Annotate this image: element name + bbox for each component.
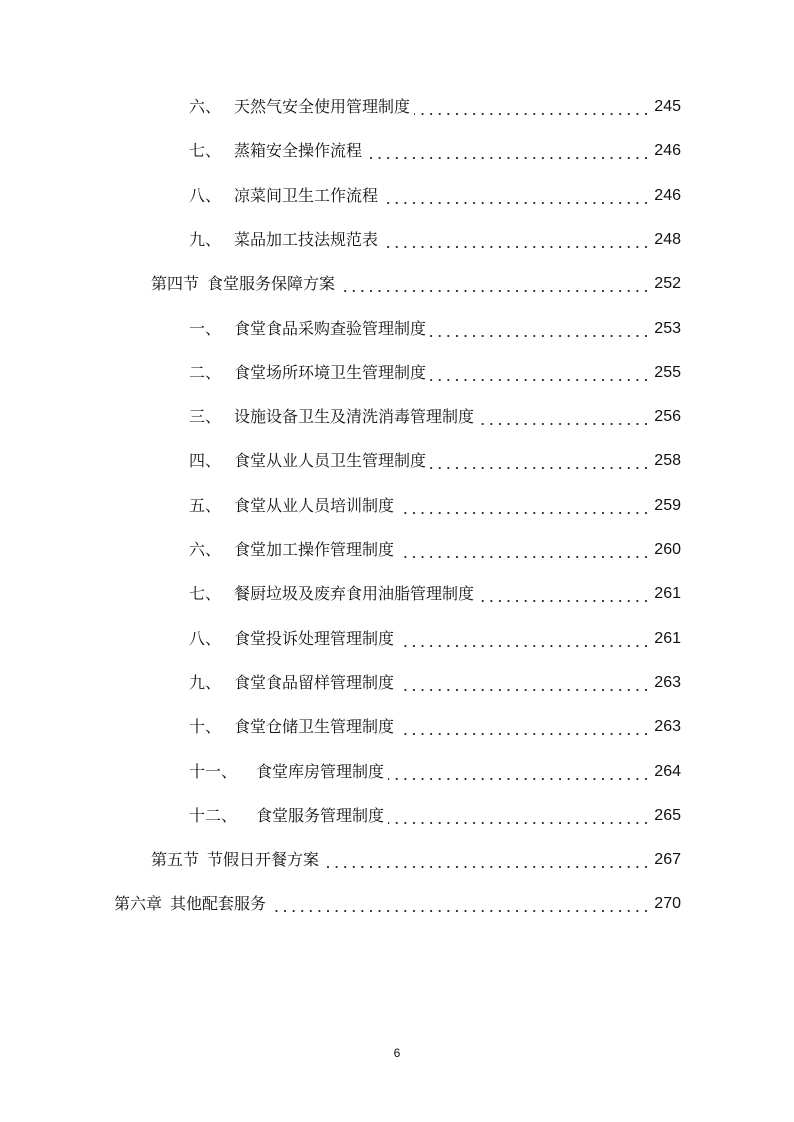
- toc-entry-number: 一、: [189, 318, 222, 338]
- toc-entry[interactable]: [189, 804, 681, 828]
- toc-entry-page: 264: [654, 762, 681, 780]
- toc-entry[interactable]: [189, 671, 681, 695]
- page-number: 6: [393, 1046, 401, 1060]
- dot-leader: [270, 892, 650, 916]
- dot-leader: [398, 538, 650, 562]
- toc-entry-title: 凉菜间卫生工作流程: [234, 185, 379, 205]
- toc-entry[interactable]: [189, 228, 681, 252]
- toc-entry[interactable]: [189, 494, 681, 518]
- toc-entry-page: 263: [654, 718, 681, 736]
- toc-entry[interactable]: [189, 715, 681, 739]
- toc-entry-title: 食堂从业人员培训制度: [234, 495, 395, 515]
- toc-entry-title: 食堂食品采购查验管理制度: [234, 318, 427, 338]
- toc-entry-number: 八、: [189, 628, 222, 648]
- toc-entry[interactable]: [189, 582, 681, 606]
- toc-entry-page: 267: [654, 851, 681, 869]
- toc-entry-number: 九、: [189, 672, 222, 692]
- dot-leader: [398, 715, 650, 739]
- toc-entry-number: 六、: [189, 97, 222, 116]
- dot-leader: [339, 272, 650, 296]
- toc-entry-title: 食堂场所环境卫生管理制度: [234, 362, 427, 382]
- toc-entry-number: 十一、: [189, 761, 238, 781]
- toc-entry-title: 食堂服务保障方案: [207, 274, 336, 294]
- toc-entry-number: 十、: [189, 717, 222, 737]
- toc-entry-page: 263: [654, 673, 681, 691]
- toc-entry-title: 餐厨垃圾及废弃食用油脂管理制度: [234, 584, 475, 604]
- toc-entry-title: 食堂库房管理制度: [256, 761, 385, 781]
- dot-leader: [398, 494, 650, 518]
- dot-leader: [388, 760, 650, 784]
- toc-entry[interactable]: [189, 95, 681, 119]
- dot-leader: [398, 627, 650, 651]
- toc-entry-number: 五、: [189, 495, 222, 515]
- toc-entry-number: 七、: [189, 584, 222, 604]
- toc-entry-page: 255: [654, 363, 681, 381]
- toc-entry-page: 258: [654, 452, 681, 470]
- toc-entry-title: 食堂服务管理制度: [256, 805, 385, 825]
- dot-leader: [430, 361, 650, 385]
- dot-leader: [430, 317, 650, 341]
- dot-leader: [398, 671, 650, 695]
- toc-entry-page: 265: [654, 806, 681, 824]
- toc-entry-page: 260: [654, 541, 681, 558]
- toc-entry-page: 261: [654, 629, 681, 647]
- dot-leader: [478, 582, 650, 606]
- toc-entry-number: 九、: [189, 229, 222, 249]
- toc-entry[interactable]: [189, 760, 681, 784]
- toc-entry-page: 259: [654, 496, 681, 514]
- dot-leader: [414, 95, 650, 119]
- toc-entry-title: 天然气安全使用管理制度: [234, 97, 411, 116]
- dot-leader: [388, 804, 650, 828]
- toc-entry-page: 256: [654, 408, 681, 426]
- toc-entry[interactable]: [189, 184, 681, 208]
- toc-entry-page: 248: [654, 230, 681, 248]
- dot-leader: [382, 184, 650, 208]
- dot-leader: [382, 228, 650, 252]
- toc-entry[interactable]: [189, 449, 681, 473]
- dot-leader: [366, 139, 650, 163]
- toc-entry[interactable]: [189, 317, 681, 341]
- toc-entry[interactable]: [189, 361, 681, 385]
- toc-entry-title: 食堂投诉处理管理制度: [234, 628, 395, 648]
- toc-entry-title: 食堂加工操作管理制度: [234, 540, 395, 559]
- toc-entry-page: 246: [654, 186, 681, 204]
- toc-entry[interactable]: [189, 538, 681, 562]
- toc-entry-title: 食堂仓储卫生管理制度: [234, 717, 395, 737]
- toc-entry-page: 252: [654, 275, 681, 293]
- dot-leader: [478, 405, 650, 429]
- toc-entry-number: 七、: [189, 141, 222, 161]
- toc-entry-title: 节假日开餐方案: [207, 850, 320, 870]
- toc-entry-number: 二、: [189, 362, 222, 382]
- toc-entry[interactable]: [189, 405, 681, 429]
- toc-entry-title: 菜品加工技法规范表: [234, 229, 379, 249]
- toc-entry[interactable]: [189, 627, 681, 651]
- toc-entry-page: 261: [654, 585, 681, 603]
- toc-entry-title: 食堂食品留样管理制度: [234, 672, 395, 692]
- toc-entry-page: 245: [654, 98, 681, 115]
- toc-entry-page: 253: [654, 319, 681, 337]
- toc-entry-number: 第四节: [151, 274, 200, 294]
- toc-entry-number: 第六章: [114, 894, 163, 914]
- toc-entry-number: 第五节: [151, 850, 200, 870]
- toc-entry-title: 食堂从业人员卫生管理制度: [234, 451, 427, 471]
- toc-entry-number: 六、: [189, 540, 222, 559]
- toc-entry-page: 246: [654, 142, 681, 160]
- toc-entry[interactable]: [151, 272, 681, 296]
- toc-entry[interactable]: [151, 848, 681, 872]
- toc-entry-number: 八、: [189, 185, 222, 205]
- dot-leader: [323, 848, 650, 872]
- toc-entry[interactable]: [114, 892, 681, 916]
- dot-leader: [430, 449, 650, 473]
- toc-entry-title: 设施设备卫生及清洗消毒管理制度: [234, 407, 475, 427]
- toc-entry[interactable]: [189, 139, 681, 163]
- toc-entry-page: 270: [654, 895, 681, 913]
- toc-entry-number: 四、: [189, 451, 222, 471]
- toc-entry-title: 蒸箱安全操作流程: [234, 141, 363, 161]
- toc-entry-title: 其他配套服务: [170, 894, 267, 914]
- toc-entry-number: 三、: [189, 407, 222, 427]
- toc-entry-number: 十二、: [189, 805, 238, 825]
